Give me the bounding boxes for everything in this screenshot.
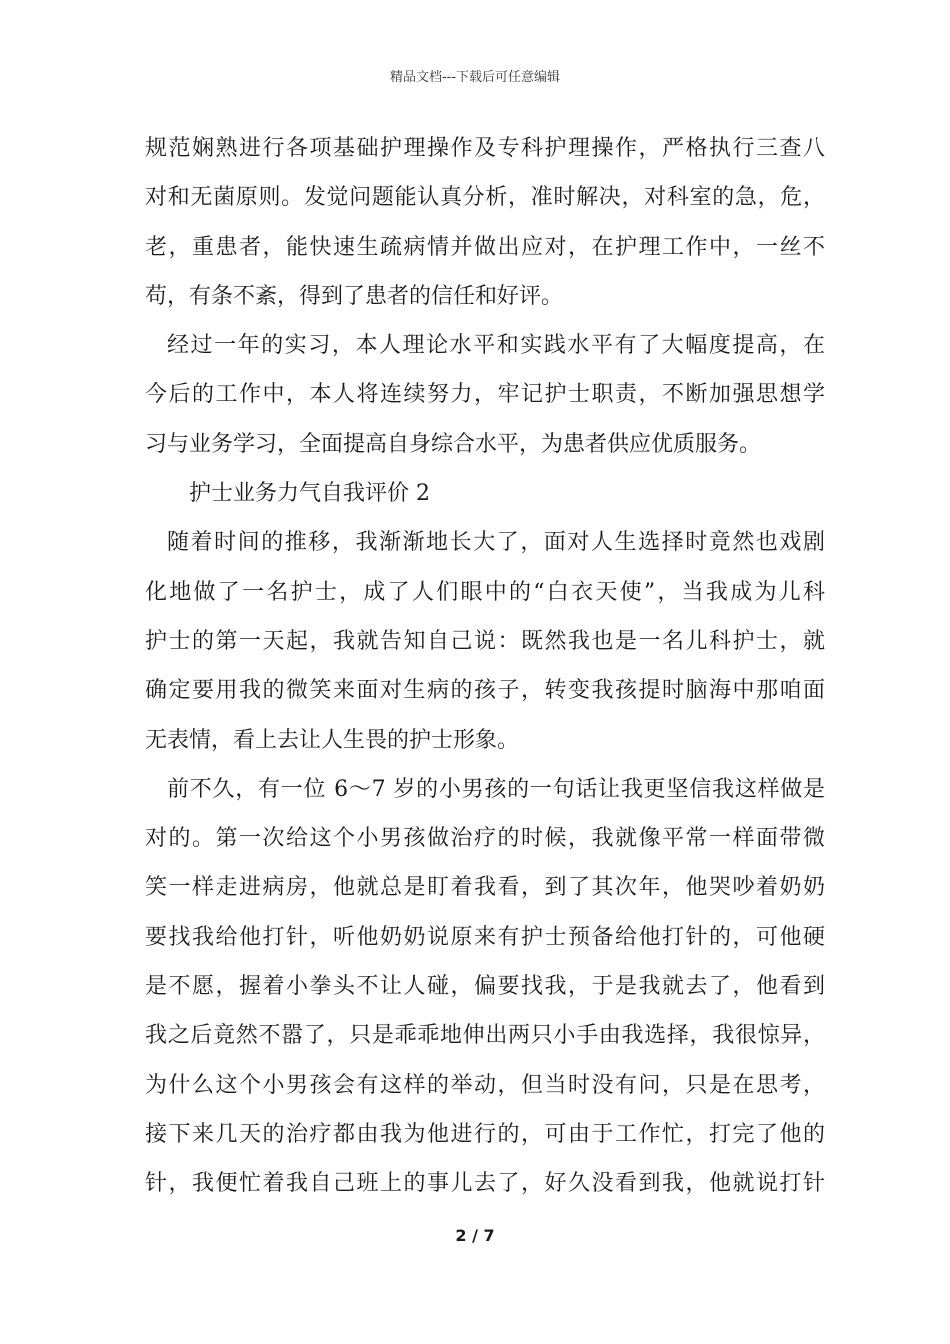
text-line: 对和无菌原则。发觉问题能认真分析，准时解决，对科室的急，危，: [145, 185, 825, 211]
text-line: 确定要用我的微笑来面对生病的孩子，转变我孩提时脑海中那咱面: [145, 678, 825, 704]
text-line: 习与业务学习，全面提高自身综合水平，为患者供应优质服务。: [145, 431, 762, 457]
text-line: 护士的第一天起，我就告知自己说：既然我也是一名儿科护士，就: [145, 628, 825, 654]
text-line: 随着时间的推移，我渐渐地长大了，面对人生选择时竟然也戏剧: [167, 530, 825, 556]
text-line: 经过一年的实习，本人理论水平和实践水平有了大幅度提高，在: [167, 333, 825, 359]
text-line: 前不久，有一位 6～7 岁的小男孩的一句话让我更坚信我这样做是: [167, 776, 825, 802]
text-line: 笑一样走进病房，他就总是盯着我看，到了其次年，他哭吵着奶奶: [145, 875, 825, 901]
text-line: 针，我便忙着我自己班上的事儿去了，好久没看到我，他就说打针: [145, 1171, 825, 1197]
section-heading: 护士业务力气自我评价 2: [189, 481, 430, 507]
text-line: 今后的工作中，本人将连续努力，牢记护士职责，不断加强思想学: [145, 382, 825, 408]
text-line: 老，重患者，能快速生疏病情并做出应对，在护理工作中，一丝不: [145, 234, 825, 260]
text-line: 无表情，看上去让人生畏的护士形象。: [145, 727, 520, 753]
text-line: 我之后竟然不嚣了，只是乖乖地伸出两只小手由我选择，我很惊异，: [145, 1023, 825, 1049]
text-line: 苟，有条不紊，得到了患者的信任和好评。: [145, 283, 564, 309]
text-line: 要找我给他打针，听他奶奶说原来有护士预备给他打针的，可他硬: [145, 924, 825, 950]
text-line: 对的。第一次给这个小男孩做治疗的时候，我就像平常一样面带微: [145, 826, 825, 852]
text-line: 规范娴熟进行各项基础护理操作及专科护理操作，严格执行三查八: [145, 136, 825, 161]
text-line: 化地做了一名护士，成了人们眼中的“白衣天使”，当我成为儿科: [145, 579, 825, 605]
document-body: [145, 124, 825, 1209]
text-line: 接下来几天的治疗都由我为他进行的，可由于工作忙，打完了他的: [145, 1121, 825, 1147]
text-line: 是不愿，握着小拳头不让人碰，偏要找我，于是我就去了，他看到: [145, 974, 825, 1000]
text-line: 为什么这个小男孩会有这样的举动，但当时没有问，只是在思考，: [145, 1072, 825, 1098]
page-header: 精品文档---下载后可任意编辑: [389, 70, 561, 85]
page-number: 2 / 7: [455, 1226, 495, 1245]
